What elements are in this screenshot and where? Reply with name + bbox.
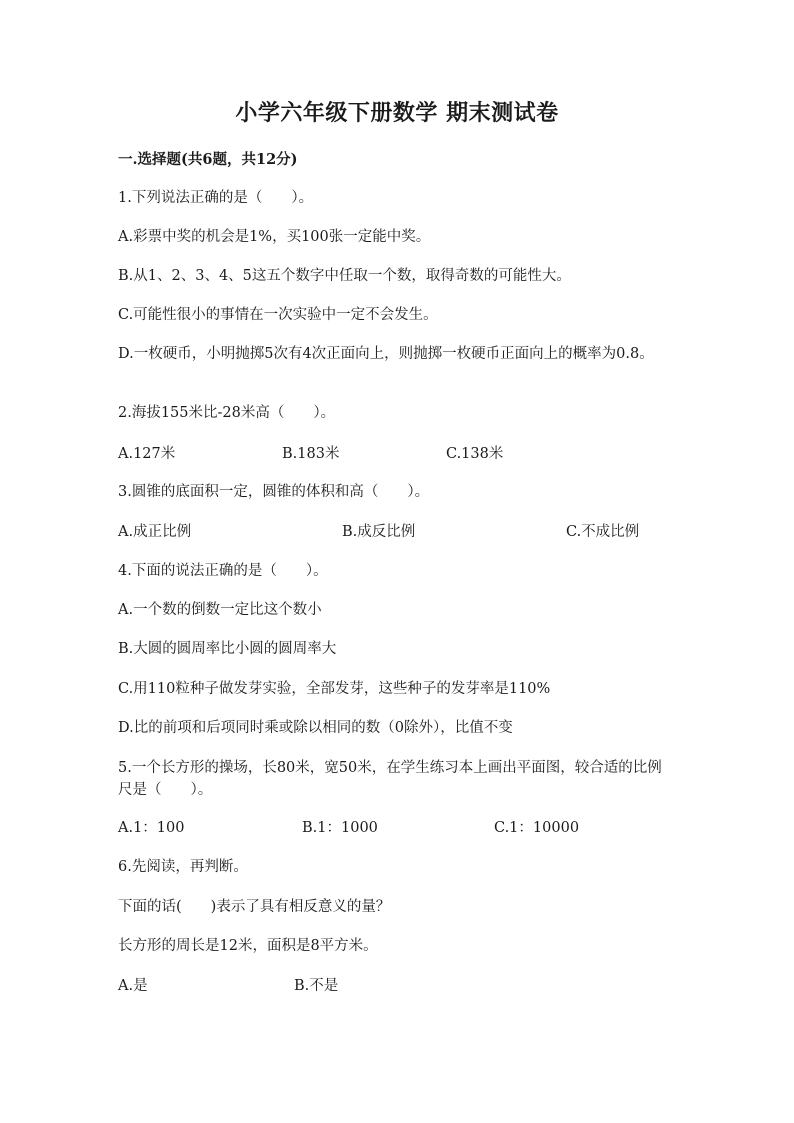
question-1-option-a: A.彩票中奖的机会是1%，买100张一定能中奖。 [118,229,431,245]
question-5-option-c: C.1：10000 [494,820,580,836]
question-1-option-c: C.可能性很小的事情在一次实验中一定不会发生。 [118,307,438,323]
question-2-option-c: C.138米 [446,446,504,462]
question-4-option-b: B.大圆的圆周率比小圆的圆周率大 [118,641,337,657]
question-5-stem: 5.一个长方形的操场，长80米，宽50米，在学生练习本上画出平面图，较合适的比例尺是（ ）。 [118,760,662,798]
page-title: 小学六年级下册数学 期末测试卷 [235,100,559,126]
question-5-option-b: B.1：1000 [302,820,378,836]
question-1-option-d: D.一枚硬币，小明抛掷5次有4次正面向上，则抛掷一枚硬币正面向上的概率为0.8。 [118,346,654,362]
question-2-option-b: B.183米 [282,446,340,462]
question-2-option-a: A.127米 [118,446,176,462]
question-6-prompt: 下面的话( )表示了具有相反意义的量？ [118,899,391,915]
question-6-statement: 长方形的周长是12米，面积是8平方米。 [118,938,378,954]
question-6-option-a: A.是 [118,978,148,994]
question-1-stem: 1.下列说法正确的是（ ）。 [118,190,314,206]
question-6-stem: 6.先阅读，再判断。 [118,859,248,875]
section-heading: 一.选择题(共6题，共12分) [118,151,298,168]
question-2-stem: 2.海拔155米比-28米高（ ）。 [118,405,336,421]
question-4-option-a: A.一个数的倒数一定比这个数小 [118,602,322,618]
question-3-option-b: B.成反比例 [342,524,416,540]
question-4-option-d: D.比的前项和后项同时乘或除以相同的数（0除外），比值不变 [118,720,513,736]
question-5-option-a: A.1：100 [118,820,185,836]
question-3-stem: 3.圆锥的底面积一定，圆锥的体积和高（ ）。 [118,484,430,500]
question-3-option-c: C.不成比例 [566,524,640,540]
question-1-option-b: B.从1、2、3、4、5这五个数字中任取一个数，取得奇数的可能性大。 [118,268,571,284]
question-3-option-a: A.成正比例 [118,524,192,540]
question-4-stem: 4.下面的说法正确的是（ ）。 [118,563,328,579]
question-6-option-b: B.不是 [294,978,339,994]
question-4-option-c: C.用110粒种子做发芽实验，全部发芽，这些种子的发芽率是110% [118,681,551,697]
